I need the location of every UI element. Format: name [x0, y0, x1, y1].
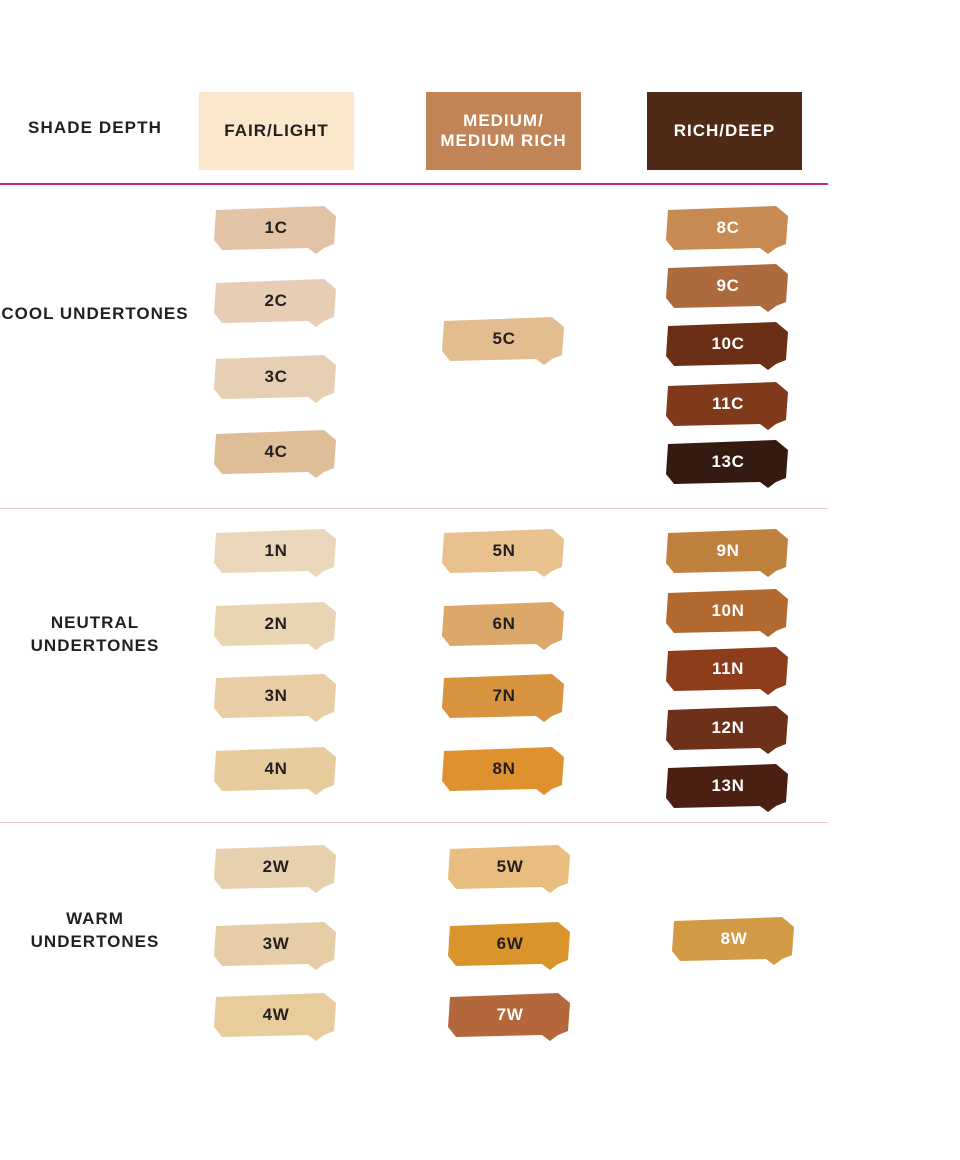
- shade-swatch-4w[interactable]: [212, 991, 340, 1043]
- depth-column-fair-light: [199, 92, 354, 170]
- shade-swatch-shape: [664, 320, 792, 372]
- shade-swatch-shape: [670, 915, 798, 967]
- shade-swatch-shape: [212, 745, 340, 797]
- shade-swatch-shape: [212, 353, 340, 405]
- shade-swatch-shape: [664, 438, 792, 490]
- shade-swatch-1n[interactable]: [212, 527, 340, 579]
- depth-column-fair-light-label: FAIR/LIGHT: [224, 121, 329, 141]
- shade-swatch-8n[interactable]: [440, 745, 568, 797]
- shade-code-label: 6W: [496, 934, 524, 953]
- shade-code-label: 9N: [716, 541, 740, 560]
- shade-swatch-1c[interactable]: [212, 204, 340, 256]
- shade-swatch-shape: [446, 843, 574, 895]
- shade-swatch-shape: [440, 527, 568, 579]
- shade-code-label: 9C: [716, 276, 740, 295]
- shade-swatch-8c[interactable]: [664, 204, 792, 256]
- shade-swatch-shape: [212, 991, 340, 1043]
- depth-column-rich-deep: [647, 92, 802, 170]
- row-label-cool-undertones: COOL UNDERTONES: [1, 304, 189, 323]
- shade-swatch-7w[interactable]: [446, 991, 574, 1043]
- shade-swatch-shape: [212, 600, 340, 652]
- shade-swatch-shape: [212, 672, 340, 724]
- shade-code-label: 8C: [716, 218, 740, 237]
- depth-column-rich-deep-label: RICH/DEEP: [673, 121, 776, 141]
- shade-swatch-shape: [446, 991, 574, 1043]
- shade-code-label: 2N: [264, 614, 288, 633]
- divider-neutral-warm: [0, 822, 828, 823]
- shade-code-label: 5C: [492, 329, 516, 348]
- shade-swatch-5n[interactable]: [440, 527, 568, 579]
- depth-column-medium-label: MEDIUM/ MEDIUM RICH: [440, 111, 567, 150]
- shade-swatch-4c[interactable]: [212, 428, 340, 480]
- shade-swatch-5c[interactable]: [440, 315, 568, 367]
- shade-swatch-3w[interactable]: [212, 920, 340, 972]
- shade-code-label: 4C: [264, 442, 288, 461]
- shade-swatch-shape: [212, 527, 340, 579]
- shade-swatch-11c[interactable]: [664, 380, 792, 432]
- shade-swatch-shape: [664, 587, 792, 639]
- shade-swatch-10n[interactable]: [664, 587, 792, 639]
- shade-swatch-13n[interactable]: [664, 762, 792, 814]
- shade-swatch-shape: [212, 843, 340, 895]
- shade-code-label: 5W: [496, 857, 524, 876]
- shade-swatch-12n[interactable]: [664, 704, 792, 756]
- shade-swatch-shape: [664, 704, 792, 756]
- shade-code-label: 12N: [711, 718, 745, 737]
- shade-swatch-8w[interactable]: [670, 915, 798, 967]
- row-label-warm-undertones: WARM UNDERTONES: [30, 909, 160, 951]
- shade-swatch-shape: [664, 527, 792, 579]
- shade-code-label: 13C: [711, 452, 745, 471]
- shade-code-label: 3N: [264, 686, 288, 705]
- shade-swatch-2c[interactable]: [212, 277, 340, 329]
- shade-swatch-shape: [664, 762, 792, 814]
- shade-swatch-shape: [212, 428, 340, 480]
- shade-swatch-shape: [664, 262, 792, 314]
- shade-swatch-shape: [446, 920, 574, 972]
- shade-code-label: 3C: [264, 367, 288, 386]
- shade-code-label: 13N: [711, 776, 745, 795]
- shade-swatch-shape: [212, 920, 340, 972]
- shade-swatch-5w[interactable]: [446, 843, 574, 895]
- shade-swatch-11n[interactable]: [664, 645, 792, 697]
- shade-swatch-4n[interactable]: [212, 745, 340, 797]
- depth-column-medium-medium-rich: [426, 92, 581, 170]
- shade-swatch-2w[interactable]: [212, 843, 340, 895]
- divider-cool-neutral: [0, 508, 828, 509]
- shade-swatch-shape: [440, 315, 568, 367]
- shade-code-label: 4W: [262, 1005, 290, 1024]
- shade-code-label: 6N: [492, 614, 516, 633]
- shade-code-label: 3W: [262, 934, 290, 953]
- shade-code-label: 1N: [264, 541, 288, 560]
- shade-code-label: 2C: [264, 291, 288, 310]
- shade-swatch-9c[interactable]: [664, 262, 792, 314]
- shade-swatch-10c[interactable]: [664, 320, 792, 372]
- shade-swatch-7n[interactable]: [440, 672, 568, 724]
- divider-primary: [0, 183, 828, 185]
- shade-swatch-shape: [212, 204, 340, 256]
- shade-code-label: 2W: [262, 857, 290, 876]
- shade-code-label: 8W: [720, 929, 748, 948]
- shade-code-label: 10C: [711, 334, 745, 353]
- shade-depth-header-label: SHADE DEPTH: [28, 118, 162, 137]
- shade-code-label: 8N: [492, 759, 516, 778]
- shade-swatch-9n[interactable]: [664, 527, 792, 579]
- shade-swatch-3c[interactable]: [212, 353, 340, 405]
- shade-swatch-shape: [664, 645, 792, 697]
- row-label-neutral-undertones: NEUTRAL UNDERTONES: [30, 613, 160, 655]
- shade-code-label: 10N: [711, 601, 745, 620]
- shade-code-label: 5N: [492, 541, 516, 560]
- shade-swatch-shape: [440, 745, 568, 797]
- shade-swatch-6w[interactable]: [446, 920, 574, 972]
- shade-code-label: 1C: [264, 218, 288, 237]
- shade-swatch-shape: [664, 380, 792, 432]
- shade-code-label: 11C: [711, 394, 745, 413]
- shade-code-label: 7W: [496, 1005, 524, 1024]
- shade-code-label: 11N: [711, 659, 745, 678]
- shade-swatch-shape: [440, 600, 568, 652]
- shade-swatch-6n[interactable]: [440, 600, 568, 652]
- shade-swatch-shape: [212, 277, 340, 329]
- shade-swatch-13c[interactable]: [664, 438, 792, 490]
- shade-code-label: 7N: [492, 686, 516, 705]
- shade-swatch-shape: [440, 672, 568, 724]
- shade-swatch-3n[interactable]: [212, 672, 340, 724]
- shade-swatch-2n[interactable]: [212, 600, 340, 652]
- shade-code-label: 4N: [264, 759, 288, 778]
- shade-swatch-shape: [664, 204, 792, 256]
